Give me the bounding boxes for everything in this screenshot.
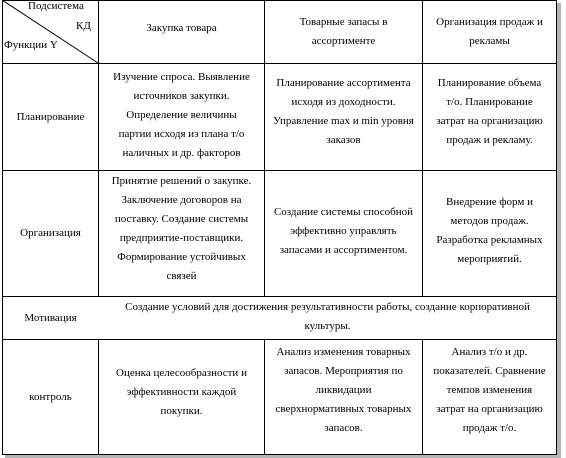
column-header-inventory: Товарные запасы в ассортименте bbox=[299, 16, 388, 47]
cell-motivation-merged: Создание условий для достижения результативности работы, создание корпоративной культуры. bbox=[125, 301, 530, 332]
cell-planning-sales: Планирование объема т/о. Планирование затрат на организацию продаж и рекламу. bbox=[436, 77, 543, 146]
cell-control-inventory: Анализ изменения товарных запасов. Мероприятия по ликвидации сверхнормативных товарных запасов. bbox=[275, 345, 412, 434]
row-label-planning: Планирование bbox=[16, 110, 85, 123]
row-label-organization: Организация bbox=[20, 227, 81, 239]
cell-control-purchasing: Оценка целесообразности и эффективности каждой покупки. bbox=[116, 366, 247, 417]
corner-functions-label: Функции Y bbox=[4, 39, 58, 51]
cell-planning-inventory: Планирование ассортимента исходя из доходности. Управление max и min уровня заказов bbox=[273, 77, 414, 146]
column-header-sales: Организация продаж и рекламы bbox=[436, 16, 543, 47]
column-header-purchasing: Закупка товара bbox=[146, 22, 217, 34]
cell-organization-inventory: Создание системы способной эффективно управлять запасами и ассортиментом. bbox=[273, 205, 414, 256]
cell-control-sales: Анализ т/о и др. показателей. Сравнение темпов изменения затрат на организацию продаж т/о. bbox=[433, 345, 546, 434]
table-border-right bbox=[556, 0, 557, 455]
corner-subsystem-label: Подсистема bbox=[28, 0, 84, 12]
row-label-control: контроль bbox=[29, 390, 72, 403]
management-functions-table bbox=[2, 0, 557, 455]
row-label-motivation: Мотивация bbox=[24, 311, 77, 324]
table-border-bottom bbox=[2, 454, 557, 455]
cell-planning-purchasing: Изучение спроса. Выявление источников закупки. Определение величины партии исходя из плана т/о наличных и др. факторов bbox=[113, 70, 250, 159]
corner-kd-label: КД bbox=[76, 20, 91, 32]
table-shadow-right bbox=[557, 3, 561, 455]
cell-organization-purchasing: Принятие решений о закупке. Заключение договоров на поставку. Создание системы предприятие-поставщики. Формирование устойчивых связей bbox=[111, 175, 252, 282]
cell-organization-sales: Внедрение форм и методов продаж. Разработка рекламных мероприятий. bbox=[436, 196, 543, 265]
